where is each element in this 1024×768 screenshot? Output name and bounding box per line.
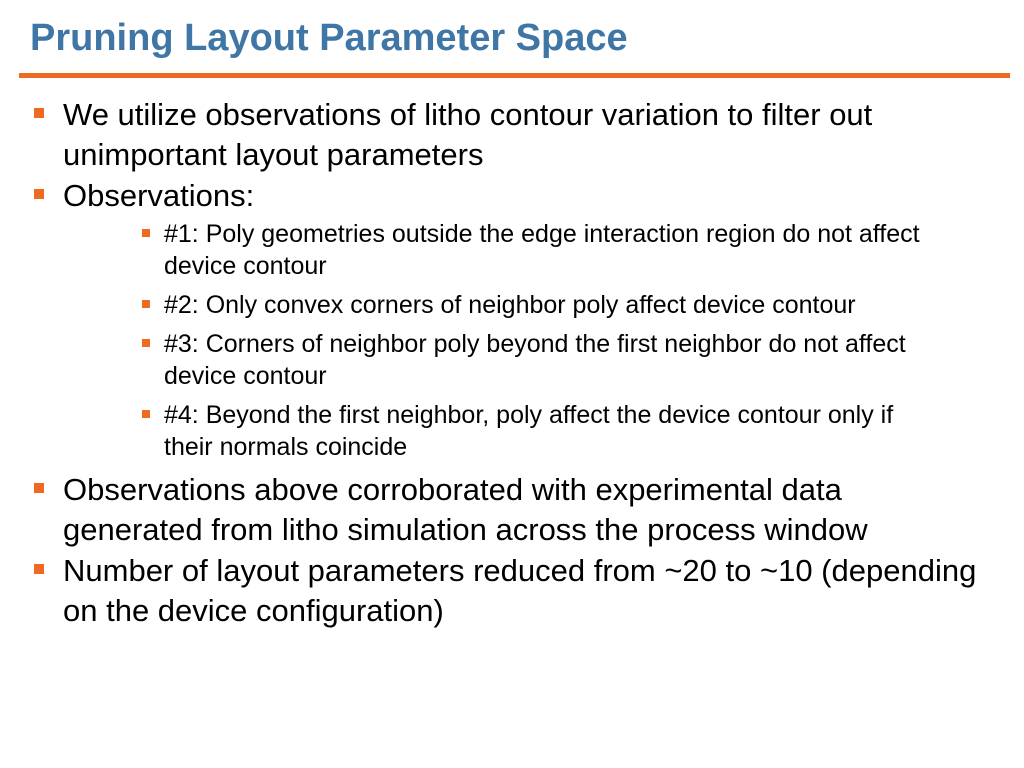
sub-bullet-text: #2: Only convex corners of neighbor poly affect device contour bbox=[164, 291, 856, 319]
title-underline bbox=[19, 73, 1010, 78]
square-bullet-icon bbox=[142, 229, 150, 237]
bullet-text: Observations: bbox=[63, 178, 255, 213]
slide-title: Pruning Layout Parameter Space bbox=[30, 17, 628, 59]
sub-bullet-item bbox=[63, 289, 984, 321]
square-bullet-icon bbox=[142, 410, 150, 418]
square-bullet-icon bbox=[34, 483, 44, 493]
sub-bullet-list bbox=[63, 218, 984, 463]
square-bullet-icon bbox=[142, 300, 150, 308]
bullet-text: We utilize observations of litho contour variation to filter out unimportant layout parameters bbox=[63, 97, 873, 172]
bullet-item bbox=[0, 95, 1024, 175]
square-bullet-icon bbox=[34, 189, 44, 199]
square-bullet-icon bbox=[34, 108, 44, 118]
bullet-item bbox=[0, 470, 1024, 550]
sub-bullet-item bbox=[63, 328, 984, 392]
sub-bullet-text: #1: Poly geometries outside the edge interaction region do not affect device contour bbox=[164, 220, 920, 280]
bullet-text: Number of layout parameters reduced from ~20 to ~10 (depending on the device configuration) bbox=[63, 553, 977, 628]
sub-bullet-item bbox=[63, 218, 984, 282]
bullet-item bbox=[0, 176, 1024, 463]
sub-bullet-item bbox=[63, 399, 984, 463]
sub-bullet-text: #4: Beyond the first neighbor, poly affect the device contour only if their normals coincide bbox=[164, 401, 894, 461]
bullet-item bbox=[0, 551, 1024, 631]
square-bullet-icon bbox=[142, 339, 150, 347]
bullet-text: Observations above corroborated with experimental data generated from litho simulation across the process window bbox=[63, 472, 868, 547]
bullet-list bbox=[0, 95, 1024, 632]
square-bullet-icon bbox=[34, 564, 44, 574]
sub-bullet-text: #3: Corners of neighbor poly beyond the first neighbor do not affect device contour bbox=[164, 330, 906, 390]
